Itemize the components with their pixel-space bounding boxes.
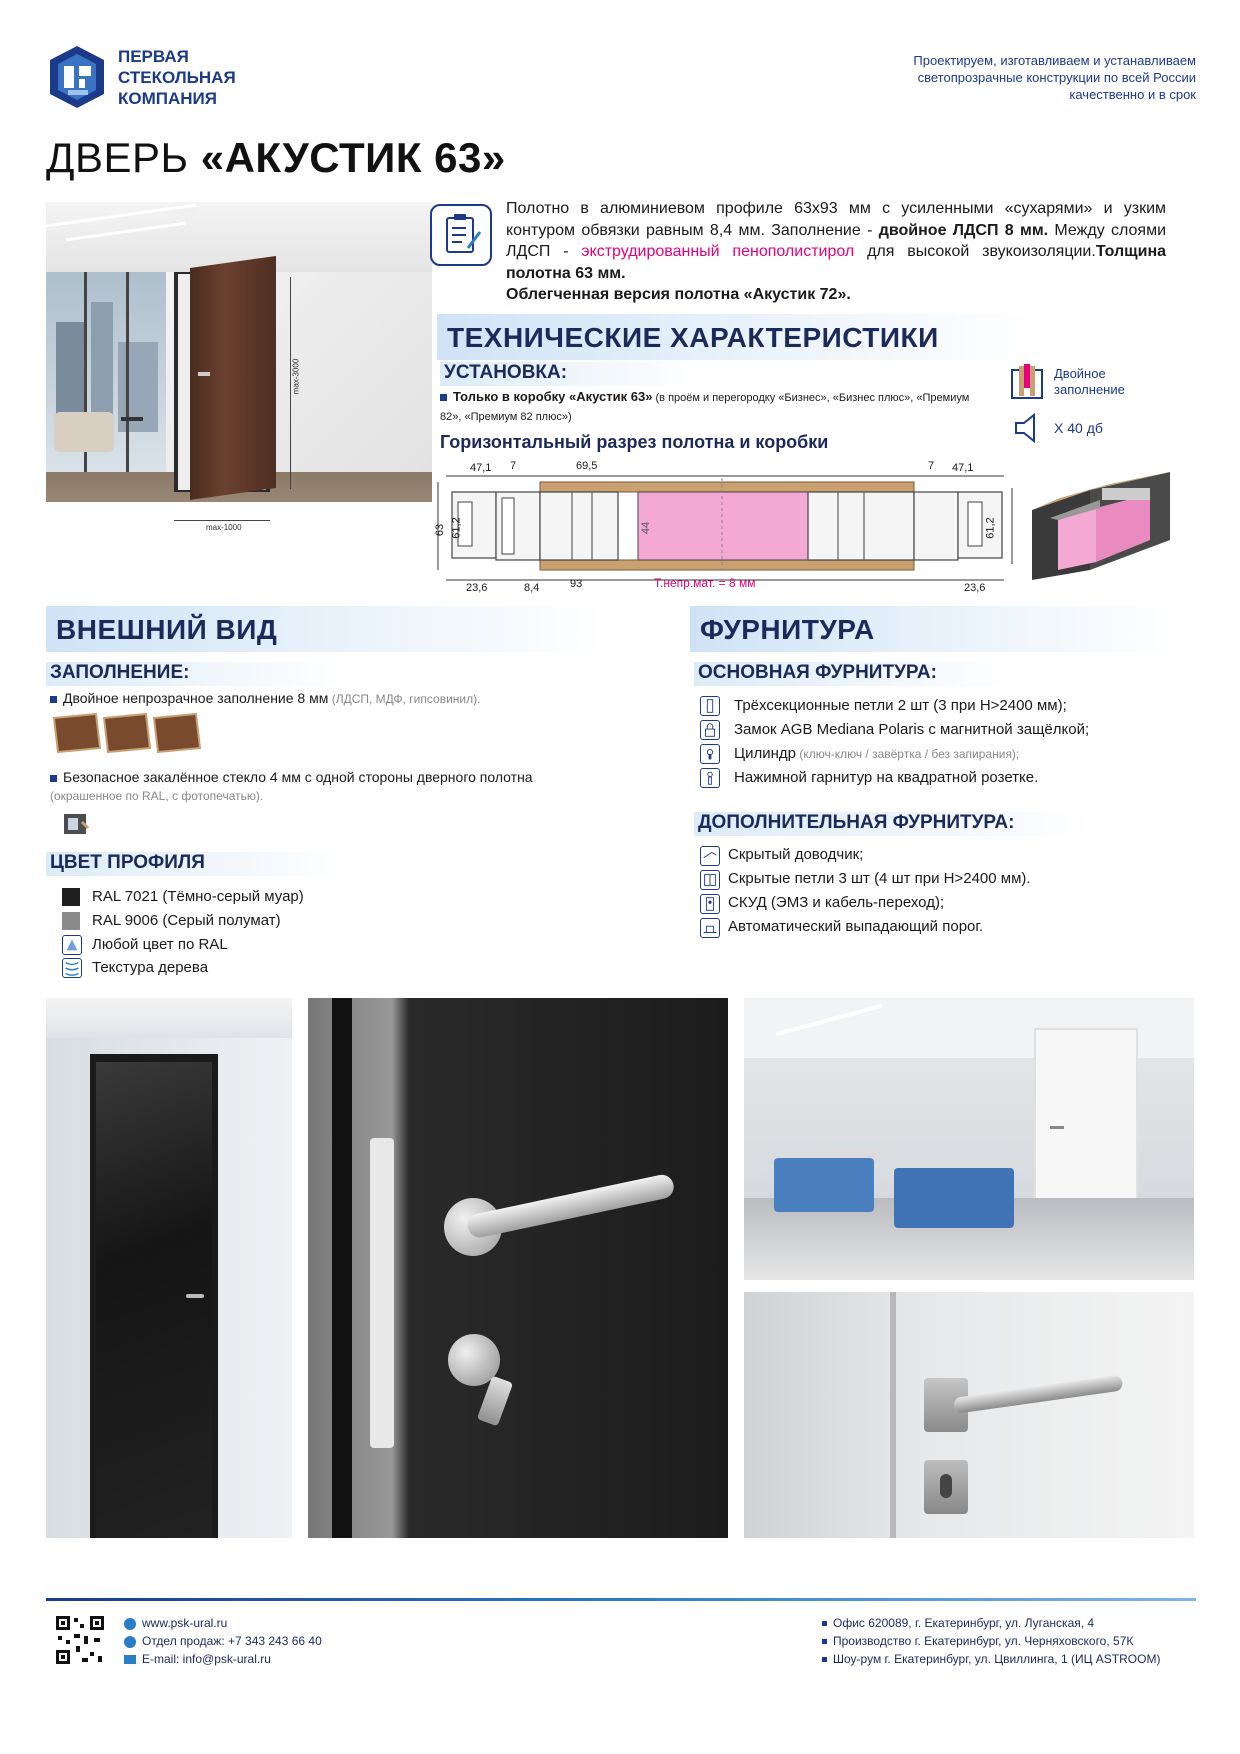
globe-icon bbox=[124, 1618, 136, 1630]
cylinder-icon bbox=[700, 744, 720, 764]
color-label-1: RAL 7021 (Тёмно-серый муар) bbox=[92, 888, 304, 905]
title-prefix: ДВЕРЬ bbox=[46, 134, 201, 181]
fill2: Безопасное закалённое стекло 4 мм с одной стороны дверного полотна bbox=[63, 769, 533, 785]
phone-icon bbox=[124, 1636, 136, 1648]
footer-divider bbox=[46, 1598, 1196, 1601]
desc-p3: для высокой звукоизоляции. bbox=[854, 243, 1096, 260]
extra-hw-1: Скрытый доводчик; bbox=[728, 846, 864, 863]
desc-p2: Между слоями ЛДСП - bbox=[506, 221, 1167, 260]
tagline-line-3: качественно и в срок bbox=[1069, 87, 1196, 102]
desc-p1-bold: двойное ЛДСП 8 мм. bbox=[878, 221, 1049, 239]
dim-23-6-left: 23,6 bbox=[466, 582, 488, 594]
fill-heading: ЗАПОЛНЕНИЕ: bbox=[50, 662, 190, 683]
main-hw-1: Трёхсекционные петли 2 шт (3 при Н>2400 мм); bbox=[734, 697, 1067, 714]
bullet-icon bbox=[822, 1657, 827, 1662]
handle-icon bbox=[700, 768, 720, 788]
description bbox=[506, 198, 1166, 306]
color-label-2: RAL 9006 (Серый полумат) bbox=[92, 912, 281, 929]
fill-heading-bar bbox=[46, 662, 346, 686]
lock-icon bbox=[700, 720, 720, 740]
main-hw-heading: ОСНОВНАЯ ФУРНИТУРА: bbox=[698, 662, 937, 683]
extra-hw-heading-bar bbox=[694, 812, 1094, 836]
dim-8-4: 8,4 bbox=[524, 582, 540, 594]
extra-hw-3: СКУД (ЭМЗ и кабель-переход); bbox=[728, 894, 945, 911]
dim-7-left: 7 bbox=[510, 460, 517, 472]
address-2: Производство г. Екатеринбург, ул. Черняховского, 57К bbox=[822, 1632, 1160, 1650]
desc-p1: Полотно в алюминиевом профиле 63х93 мм с усиленными «сухарями» и узким контуром обвязки равным 8,4 мм. Заполнение - bbox=[506, 200, 1166, 239]
main-hw-heading-bar bbox=[694, 662, 1014, 686]
color-swatch-2 bbox=[62, 912, 80, 930]
desc-p3-bold: Толщина полотна 63 мм. bbox=[506, 243, 1167, 282]
section-heading: Горизонтальный разрез полотна и коробки bbox=[440, 432, 829, 452]
dim-69-5: 69,5 bbox=[576, 460, 598, 472]
install-heading: УСТАНОВКА: bbox=[444, 362, 568, 383]
logo-line-3: КОМПАНИЯ bbox=[118, 89, 217, 108]
door-width-label: max-1000 bbox=[206, 523, 242, 532]
dim-93: 93 bbox=[570, 578, 583, 590]
install-heading-bar bbox=[440, 362, 700, 386]
closer-icon bbox=[700, 846, 720, 866]
bullet-icon bbox=[822, 1639, 827, 1644]
footer-phone[interactable]: Отдел продаж: +7 343 243 66 40 bbox=[142, 1634, 322, 1648]
title-name: «АКУСТИК 63» bbox=[200, 134, 506, 181]
qr-code[interactable] bbox=[54, 1614, 106, 1666]
appearance-heading: ВНЕШНИЙ ВИД bbox=[56, 614, 278, 645]
footer-email[interactable]: E-mail: info@psk-ural.ru bbox=[142, 1652, 271, 1666]
hardware-heading: ФУРНИТУРА bbox=[700, 614, 875, 645]
install-bold: Только в коробку «Акустик 63» bbox=[453, 389, 653, 404]
install-small: (в проём и перегородку «Бизнес», «Бизнес плюс», «Премиум 82», «Премиум 82 плюс») bbox=[440, 392, 970, 423]
wood-swatches bbox=[52, 712, 202, 754]
color-label-4: Текстура дерева bbox=[92, 959, 209, 976]
tagline bbox=[913, 52, 1196, 103]
hinge-icon bbox=[700, 696, 720, 716]
bullet-icon bbox=[440, 394, 447, 401]
logo-line-1: ПЕРВАЯ bbox=[118, 47, 189, 66]
main-hw-3 bbox=[734, 745, 1019, 762]
logo[interactable] bbox=[46, 44, 236, 112]
wood-texture-icon bbox=[62, 958, 82, 978]
bullet-icon bbox=[822, 1621, 827, 1626]
dim-63: 63 bbox=[434, 523, 447, 537]
dim-7-right: 7 bbox=[928, 460, 935, 472]
sound-label: Х 40 дб bbox=[1054, 420, 1103, 436]
fill-line-1 bbox=[50, 690, 480, 706]
desc-p4: Облегченная версия полотна «Акустик 72». bbox=[506, 286, 851, 303]
speaker-icon bbox=[1010, 410, 1046, 446]
logo-mark-icon bbox=[46, 44, 108, 110]
tagline-line-1: Проектируем, изготавливаем и устанавливаем bbox=[913, 53, 1196, 68]
door-render-image bbox=[46, 202, 432, 578]
clipboard-icon bbox=[430, 204, 492, 266]
photo-lounge bbox=[744, 998, 1194, 1280]
main-hw-3-text: Цилиндр bbox=[734, 745, 796, 762]
main-hw-3-small: (ключ-ключ / завёртка / без запирания); bbox=[796, 747, 1020, 761]
photo-handle-closeup bbox=[308, 998, 728, 1538]
extra-hw-2: Скрытые петли 3 шт (4 шт при Н>2400 мм). bbox=[728, 870, 1031, 887]
frame-corner-render bbox=[1030, 470, 1180, 580]
bullet-icon bbox=[50, 696, 57, 703]
install-text bbox=[440, 388, 980, 426]
palette-icon bbox=[62, 935, 82, 955]
main-hw-2: Замок AGB Mediana Polaris с магнитной защёлкой; bbox=[734, 721, 1090, 738]
dim-47-1-right: 47,1 bbox=[952, 462, 974, 474]
door-height-label: max-3000 bbox=[291, 358, 301, 395]
threshold-icon bbox=[700, 918, 720, 938]
email-icon bbox=[124, 1655, 136, 1664]
color-label-3: Любой цвет по RAL bbox=[92, 936, 228, 953]
desc-p2-pink: экструдированный пенополистирол bbox=[581, 243, 855, 260]
cross-section-drawing bbox=[432, 458, 1018, 594]
tagline-line-2: светопрозрачные конструкции по всей России bbox=[917, 70, 1196, 85]
hardware-heading-bar bbox=[690, 606, 1180, 652]
fill1: Двойное непрозрачное заполнение 8 мм bbox=[63, 690, 329, 706]
bullet-icon bbox=[50, 775, 57, 782]
page-title bbox=[46, 134, 506, 182]
photo-black-door bbox=[46, 998, 292, 1538]
extra-hw-4: Автоматический выпадающий порог. bbox=[728, 918, 984, 935]
dim-44: 44 bbox=[640, 521, 653, 535]
logo-line-2: СТЕКОЛЬНАЯ bbox=[118, 68, 236, 87]
access-control-icon bbox=[700, 894, 720, 914]
color-swatch-1 bbox=[62, 888, 80, 906]
color-heading: ЦВЕТ ПРОФИЛЯ bbox=[50, 852, 205, 873]
address-3: Шоу-рум г. Екатеринбург, ул. Цвиллинга, 1 (ИЦ ASTROOM) bbox=[822, 1650, 1160, 1668]
dim-61-2-right: 61,2 bbox=[984, 517, 997, 539]
tech-heading-bar bbox=[437, 314, 1037, 360]
double-fill-icon bbox=[1010, 360, 1044, 400]
footer-site[interactable]: www.psk-ural.ru bbox=[142, 1616, 228, 1630]
dim-23-6-right: 23,6 bbox=[964, 582, 986, 594]
fill1-small: (ЛДСП, МДФ, гипсовинил). bbox=[328, 692, 481, 706]
photo-handle-white bbox=[744, 1292, 1194, 1538]
footer-addresses bbox=[822, 1614, 1160, 1668]
tech-heading: ТЕХНИЧЕСКИЕ ХАРАКТЕРИСТИКИ bbox=[447, 322, 939, 353]
double-fill-label: Двойное заполнение bbox=[1054, 366, 1125, 397]
dim-note: Т.непр.мат. = 8 мм bbox=[654, 576, 756, 590]
dim-47-1-left: 47,1 bbox=[470, 462, 492, 474]
main-hw-4: Нажимной гарнитур на квадратной розетке. bbox=[734, 769, 1039, 786]
fill-line-2 bbox=[50, 768, 630, 805]
fill2-small: (окрашенное по RAL, с фотопечатью). bbox=[50, 789, 264, 803]
hidden-hinge-icon bbox=[700, 870, 720, 890]
color-heading-bar bbox=[46, 852, 346, 876]
glass-icon bbox=[62, 812, 90, 836]
appearance-heading-bar bbox=[46, 606, 606, 652]
dim-61-2-left: 61,2 bbox=[450, 517, 463, 539]
extra-hw-heading: ДОПОЛНИТЕЛЬНАЯ ФУРНИТУРА: bbox=[698, 812, 1015, 833]
address-1: Офис 620089, г. Екатеринбург, ул. Луганская, 4 bbox=[822, 1614, 1160, 1632]
